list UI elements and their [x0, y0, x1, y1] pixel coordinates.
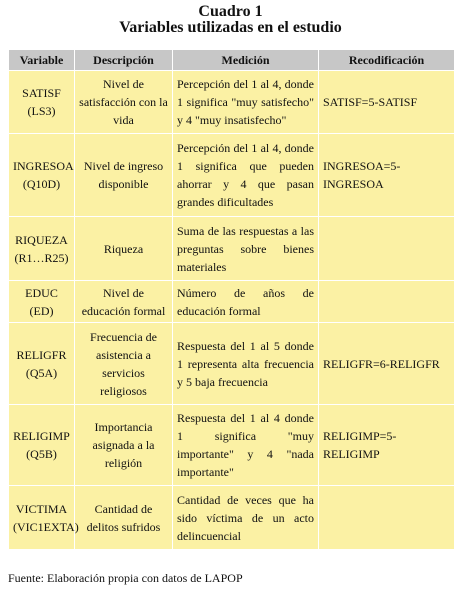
cell-recodificacion — [319, 486, 455, 550]
cell-descripcion: Nivel de educación formal — [75, 281, 173, 323]
source-note: Fuente: Elaboración propia con datos de LAPOP — [8, 571, 243, 585]
cell-recodificacion: RELIGFR=6-RELIGFR — [319, 323, 455, 405]
cell-descripcion: Cantidad de delitos sufridos — [75, 486, 173, 550]
table-row — [9, 405, 455, 486]
cell-medicion: Respuesta del 1 al 5 donde 1 representa alta frecuencia y 5 baja frecuencia — [173, 323, 319, 405]
header-descripcion: Descripción — [75, 50, 173, 71]
cell-medicion: Respuesta del 1 al 4 donde 1 significa "muy importante" y 4 "nada importante" — [173, 405, 319, 486]
cell-variable: INGRESOA (Q10D) — [9, 134, 75, 217]
cell-variable: RELIGFR (Q5A) — [9, 323, 75, 405]
cell-variable: VICTIMA (VIC1EXTA) — [9, 486, 75, 550]
table-row — [9, 281, 455, 323]
table-row — [9, 323, 455, 405]
cell-variable: EDUC (ED) — [9, 281, 75, 323]
header-medicion: Medición — [173, 50, 319, 71]
cell-variable: RELIGIMP (Q5B) — [9, 405, 75, 486]
cell-descripcion: Riqueza — [75, 217, 173, 281]
cell-recodificacion: SATISF=5-SATISF — [319, 71, 455, 134]
table-row — [9, 71, 455, 134]
cell-descripcion: Nivel de ingreso disponible — [75, 134, 173, 217]
table-row — [9, 217, 455, 281]
cell-recodificacion — [319, 217, 455, 281]
cell-medicion: Suma de las respuestas a las preguntas sobre bienes materiales — [173, 217, 319, 281]
cell-recodificacion: INGRESOA=5-INGRESOA — [319, 134, 455, 217]
cell-medicion: Cantidad de veces que ha sido víctima de un acto delincuencial — [173, 486, 319, 550]
cell-variable: SATISF (LS3) — [9, 71, 75, 134]
cell-medicion: Percepción del 1 al 4, donde 1 significa que pueden ahorrar y 4 que pasan grandes dificultades — [173, 134, 319, 217]
table-header-row — [9, 50, 455, 71]
table-subtitle: Variables utilizadas en el estudio — [119, 19, 342, 36]
cell-medicion: Número de años de educación formal — [173, 281, 319, 323]
cell-descripcion: Importancia asignada a la religión — [75, 405, 173, 486]
table-row — [9, 486, 455, 550]
table-row — [9, 134, 455, 217]
cell-variable: RIQUEZA (R1…R25) — [9, 217, 75, 281]
cell-medicion: Percepción del 1 al 4, donde 1 significa "muy satisfecho" y 4 "muy insatisfecho" — [173, 71, 319, 134]
table-title: Cuadro 1 — [198, 3, 263, 20]
header-variable: Variable — [9, 50, 75, 71]
variables-table — [8, 49, 455, 550]
cell-descripcion: Nivel de satisfacción con la vida — [75, 71, 173, 134]
cell-recodificacion — [319, 281, 455, 323]
header-recodificacion: Recodificación — [319, 50, 455, 71]
cell-descripcion: Frecuencia de asistencia a servicios religiosos — [75, 323, 173, 405]
cell-recodificacion: RELIGIMP=5-RELIGIMP — [319, 405, 455, 486]
